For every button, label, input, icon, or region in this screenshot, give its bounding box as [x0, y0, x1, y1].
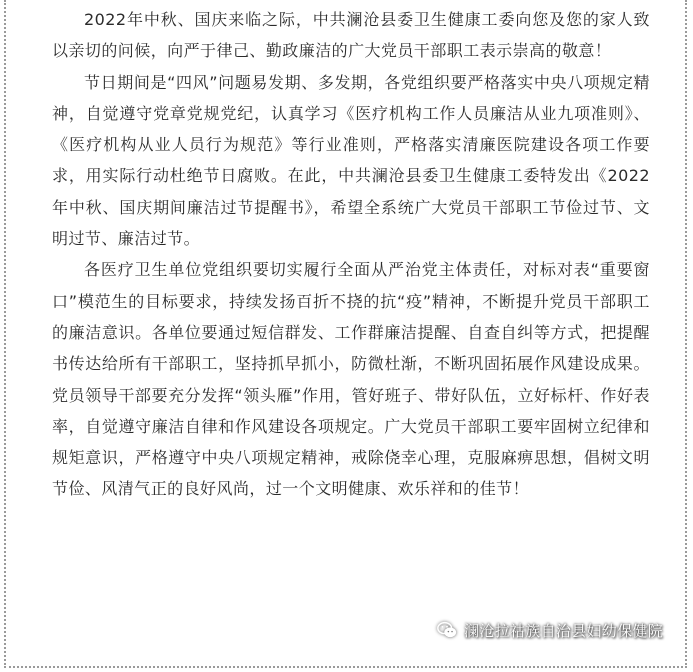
article-body [52, 4, 650, 505]
watermark-text: 澜沧拉祜族自治县妇幼保健院 [464, 621, 663, 640]
article-paragraph-3: 各医疗卫生单位党组织要切实履行全面从严治党主体责任，对标对表“重要窗口”模范生的目标要求，持续发扬百折不挠的抗“疫”精神，不断提升党员干部职工的廉洁意识。各单位要通过短信群发、工作群廉洁提醒、自查自纠等方式，把提醒书传达给所有干部职工，坚持抓早抓小，防微杜渐，不断巩固拓展作风建设成果。党员领导干部要充分发挥“领头雁”作用，管好班子、带好队伍，立好标杆、作好表率，自觉遵守廉洁自律和作风建设各项规定。广大党员干部职工要牢固树立纪律和规矩意识，严格遵守中央八项规定精神，戒除侥幸心理，克服麻痹思想，倡树文明节俭、风清气正的良好风尚，过一个文明健康、欢乐祥和的佳节！ [52, 260, 650, 499]
article-paragraph-2: 节日期间是“四风”问题易发期、多发期，各党组织要严格落实中央八项规定精神，自觉遵守党章党规党纪，认真学习《医疗机构工作人员廉洁从业九项准则》、《医疗机构从业人员行为规范》等行业准则，严格落实清廉医院建设各项工作要求，用实际行动杜绝节日腐败。在此，中共澜沧县委卫生健康工委特发出《2022年中秋、国庆期间廉洁过节提醒书》，希望全系统广大党员干部职工节俭过节、文明过节、廉洁过节。 [52, 72, 650, 249]
article-paragraph-1: 2022年中秋、国庆来临之际，中共澜沧县委卫生健康工委向您及您的家人致以亲切的问候，向严于律己、勤政廉洁的广大党员干部职工表示崇高的敬意！ [52, 10, 650, 61]
